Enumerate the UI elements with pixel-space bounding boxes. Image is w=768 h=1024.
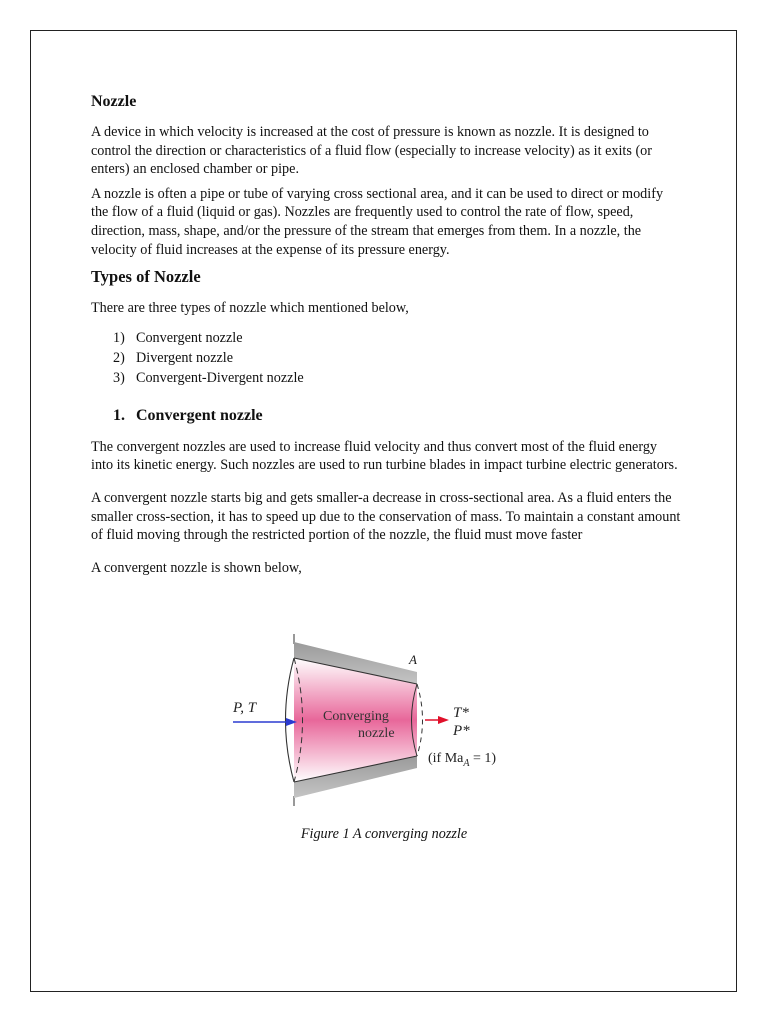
exit-temperature-label: T* [453, 705, 469, 721]
exit-pressure-label: P* [453, 723, 470, 739]
document-body [91, 92, 681, 591]
list-item-label: Convergent nozzle [136, 329, 243, 346]
mach-condition-label [428, 751, 496, 769]
inlet-label: P, T [233, 700, 257, 716]
list-item-label: Divergent nozzle [136, 349, 234, 366]
types-list [91, 328, 681, 388]
heading-types: Types of Nozzle [91, 267, 201, 287]
list-item-number: 2) [113, 349, 125, 366]
heading-convergent [91, 406, 681, 426]
mach-condition-end: = 1) [469, 751, 497, 766]
heading-convergent-label: Convergent nozzle [136, 406, 263, 424]
mach-condition-subscript: A [463, 758, 470, 769]
list-item-label: Convergent-Divergent nozzle [136, 369, 304, 386]
outlet-arrowhead [438, 716, 449, 724]
mach-condition-start: (if Ma [428, 751, 464, 766]
list-item [91, 368, 681, 388]
types-intro: There are three types of nozzle which mentioned below, [91, 300, 409, 317]
nozzle-label-line-2: nozzle [358, 726, 395, 741]
exit-area-label: A [409, 652, 417, 667]
nozzle-diagram [225, 632, 525, 808]
converging-nozzle-figure [225, 632, 525, 808]
heading-convergent-number: 1. [113, 406, 125, 424]
intro-paragraph-1: A device in which velocity is increased at the cost of pressure is known as nozzle. It is designed to control the direction or characteristics of a fluid flow (especially to increase velocity) as it exits (or enters) an enclosed chamber or pipe. [91, 124, 652, 178]
heading-nozzle: Nozzle [91, 93, 137, 110]
convergent-paragraph-3: A convergent nozzle is shown below, [91, 559, 302, 576]
list-item-number: 1) [113, 329, 125, 346]
figure-caption: Figure 1 A converging nozzle [300, 826, 468, 842]
list-item-number: 3) [113, 369, 125, 386]
list-item [91, 328, 681, 348]
convergent-paragraph-2: A convergent nozzle starts big and gets smaller-a decrease in cross-sectional area. As a fluid enters the smaller cross-section, it has to speed up due to the conservation of mass. To maintain a constant amount of fluid moving through the restricted portion of the nozzle, the fluid must move faster [91, 489, 681, 544]
convergent-paragraph-1: The convergent nozzles are used to increase fluid velocity and thus convert most of the fluid energy into its kinetic energy. Such nozzles are used to run turbine blades in impact turbine electric generators. [91, 438, 678, 474]
nozzle-label-line-1: Converging [323, 709, 389, 724]
intro-paragraph-2: A nozzle is often a pipe or tube of varying cross sectional area, and it can be used to direct or modify the flow of a fluid (liquid or gas). Nozzles are frequently used to control the rate of flow, speed, direction, mass, shape, and/or the pressure of the stream that emerges from them. In a nozzle, the velocity of fluid increases at the expense of its pressure energy. [91, 185, 664, 258]
list-item [91, 348, 681, 368]
